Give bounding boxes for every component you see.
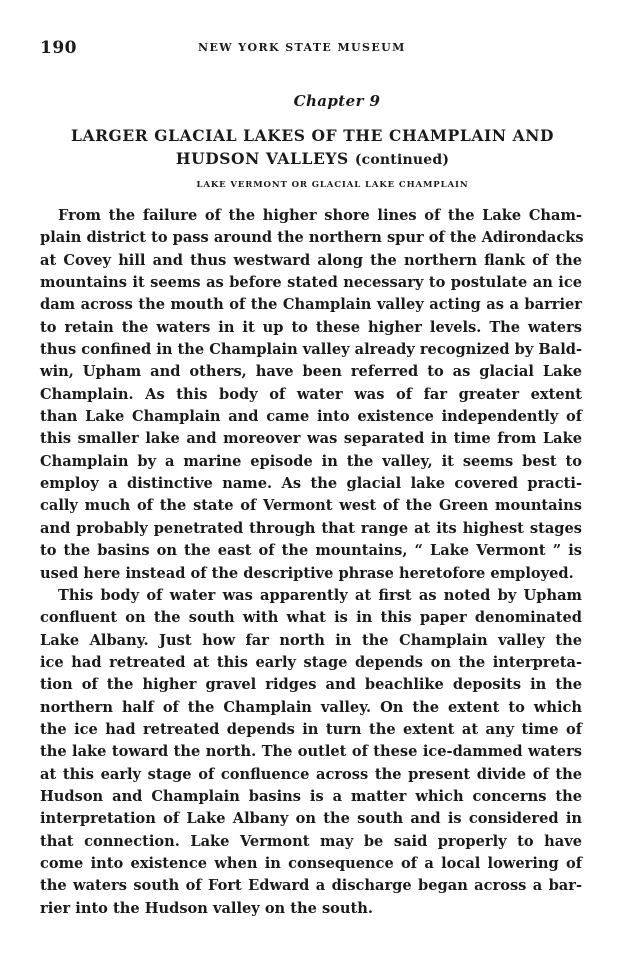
chapter-title [40, 124, 585, 172]
text-line: interpretation of Lake Albany on the south and is considered in [40, 810, 582, 828]
text-line: win, Upham and others, have been referred to as glacial Lake [40, 363, 582, 381]
text-line: From the failure of the higher shore lines of the Lake Cham- [58, 207, 582, 224]
text-line: confluent on the south with what is in this paper denominated [40, 609, 582, 627]
text-line: to the basins on the east of the mountains, “ Lake Vermont ” is [40, 542, 582, 560]
text-line: that connection. Lake Vermont may be said properly to have [40, 832, 582, 850]
text-line: tion of the higher gravel ridges and beachlike deposits in the [40, 676, 582, 694]
paragraph-1 [40, 205, 582, 585]
text-line: Hudson and Champlain basins is a matter which concerns the [40, 787, 582, 805]
body-text [40, 205, 582, 920]
text-line: Lake Albany. Just how far north in the Champlain valley the [40, 631, 582, 649]
text-line: used here instead of the descriptive phrase heretofore employed. [40, 564, 574, 582]
text-line: ice had retreated at this early stage depends on the interpreta- [40, 653, 582, 671]
paragraph-2 [40, 585, 582, 920]
chapter-title-main: HUDSON VALLEYS [175, 149, 349, 168]
running-head [40, 38, 585, 58]
running-title: NEW YORK STATE MUSEUM [198, 41, 406, 54]
chapter-title-line-2 [40, 147, 585, 172]
text-line: than Lake Champlain and came into existence independently of [40, 408, 582, 426]
text-line: mountains it seems as before stated necessary to postulate an ice [40, 274, 582, 292]
text-line: the ice had retreated depends in turn the extent at any time of [40, 720, 582, 738]
text-line: come into existence when in consequence of a local lowering of [40, 854, 582, 872]
text-line: the lake toward the north. The outlet of these ice-dammed waters [40, 743, 582, 761]
text-line: at Covey hill and thus westward along the northern flank of the [40, 251, 582, 269]
section-heading: LAKE VERMONT OR GLACIAL LAKE CHAMPLAIN [196, 180, 469, 190]
text-line: employ a distinctive name. As the glacial lake covered practi- [40, 475, 582, 493]
text-line: this smaller lake and moreover was separated in time from Lake [40, 430, 582, 448]
chapter-title-line-1: LARGER GLACIAL LAKES OF THE CHAMPLAIN AND [70, 126, 555, 145]
chapter-title-continued: (continued) [354, 152, 450, 168]
text-line: northern half of the Champlain valley. On the extent to which [40, 698, 582, 716]
text-line: to retain the waters in it up to these higher levels. The waters [40, 318, 582, 336]
chapter-label: Chapter 9 [293, 92, 381, 110]
page-number: 190 [40, 38, 77, 58]
text-line: the waters south of Fort Edward a discharge began across a bar- [40, 877, 582, 895]
text-line: rier into the Hudson valley on the south. [40, 899, 373, 917]
text-line: This body of water was apparently at first as noted by Upham [58, 586, 582, 604]
text-line: Champlain. As this body of water was of far greater extent [40, 385, 582, 403]
text-line: thus confined in the Champlain valley already recognized by Bald- [40, 341, 583, 359]
text-line: dam across the mouth of the Champlain valley acting as a barrier [40, 296, 582, 314]
text-line: plain district to pass around the northern spur of the Adirondacks [40, 229, 584, 247]
text-line: cally much of the state of Vermont west of the Green mountains [40, 497, 582, 515]
text-line: and probably penetrated through that range at its highest stages [40, 519, 582, 537]
text-line: Champlain by a marine episode in the valley, it seems best to [40, 452, 582, 470]
text-line: at this early stage of confluence across the present divide of the [40, 765, 582, 783]
